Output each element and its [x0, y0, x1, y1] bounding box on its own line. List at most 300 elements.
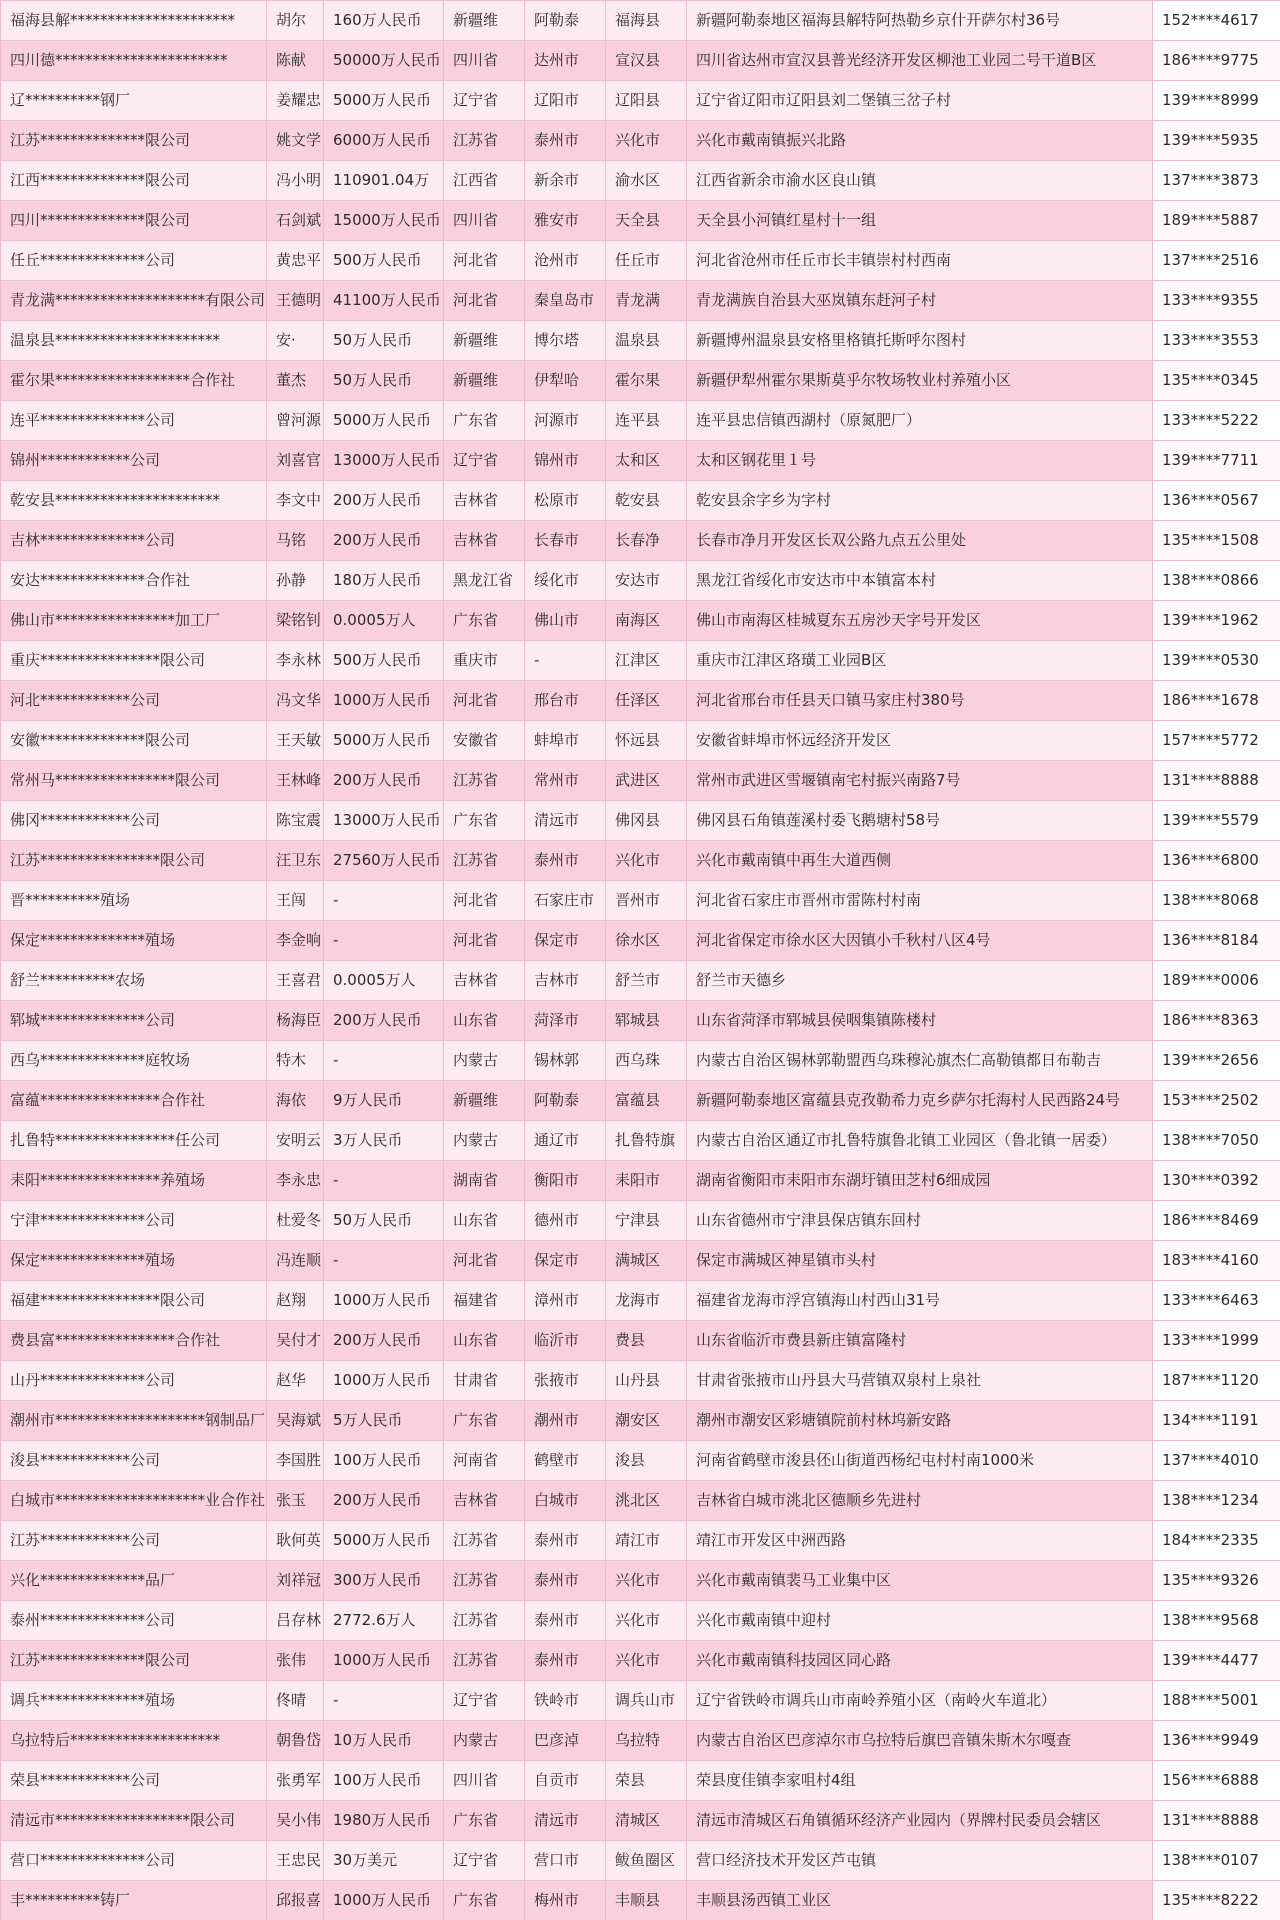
registered-capital-cell[interactable]: 1000万人民币	[324, 1641, 444, 1681]
province-cell[interactable]: 河北省	[444, 881, 525, 921]
contact-name-cell[interactable]: 海依	[267, 1081, 324, 1121]
company-name-cell[interactable]: 兴化**************品厂	[1, 1561, 267, 1601]
address-cell[interactable]: 保定市满城区神星镇市头村	[687, 1241, 1153, 1281]
province-cell[interactable]: 四川省	[444, 1761, 525, 1801]
contact-name-cell[interactable]: 姚文学	[267, 121, 324, 161]
registered-capital-cell[interactable]: 500万人民币	[324, 641, 444, 681]
city-cell[interactable]: 佛山市	[525, 601, 606, 641]
company-name-cell[interactable]: 任丘**************公司	[1, 241, 267, 281]
phone-cell[interactable]: 136****0567	[1153, 481, 1280, 521]
registered-capital-cell[interactable]: 1000万人民币	[324, 1361, 444, 1401]
phone-cell[interactable]: 138****8068	[1153, 881, 1280, 921]
address-cell[interactable]: 山东省德州市宁津县保店镇东回村	[687, 1201, 1153, 1241]
company-name-cell[interactable]: 宁津**************公司	[1, 1201, 267, 1241]
company-name-cell[interactable]: 保定**************殖场	[1, 1241, 267, 1281]
registered-capital-cell[interactable]: -	[324, 881, 444, 921]
phone-cell[interactable]: 156****6888	[1153, 1761, 1280, 1801]
registered-capital-cell[interactable]: 1000万人民币	[324, 1281, 444, 1321]
address-cell[interactable]: 荣县度佳镇李家咀村4组	[687, 1761, 1153, 1801]
company-name-cell[interactable]: 保定**************殖场	[1, 921, 267, 961]
company-name-cell[interactable]: 富蕴****************合作社	[1, 1081, 267, 1121]
district-cell[interactable]: 渝水区	[606, 161, 687, 201]
address-cell[interactable]: 内蒙古自治区通辽市扎鲁特旗鲁北镇工业园区（鲁北镇一居委）	[687, 1121, 1153, 1161]
address-cell[interactable]: 甘肃省张掖市山丹县大马营镇双泉村上泉社	[687, 1361, 1153, 1401]
registered-capital-cell[interactable]: 50万人民币	[324, 321, 444, 361]
company-name-cell[interactable]: 耒阳****************养殖场	[1, 1161, 267, 1201]
phone-cell[interactable]: 184****2335	[1153, 1521, 1280, 1561]
company-name-cell[interactable]: 安达**************合作社	[1, 561, 267, 601]
phone-cell[interactable]: 139****2656	[1153, 1041, 1280, 1081]
contact-name-cell[interactable]: 冯连顺	[267, 1241, 324, 1281]
company-name-cell[interactable]: 浚县************公司	[1, 1441, 267, 1481]
district-cell[interactable]: 潮安区	[606, 1401, 687, 1441]
address-cell[interactable]: 丰顺县汤西镇工业区	[687, 1881, 1153, 1920]
province-cell[interactable]: 河北省	[444, 921, 525, 961]
contact-name-cell[interactable]: 李文中	[267, 481, 324, 521]
district-cell[interactable]: 调兵山市	[606, 1681, 687, 1721]
contact-name-cell[interactable]: 王喜君	[267, 961, 324, 1001]
address-cell[interactable]: 兴化市戴南镇中迎村	[687, 1601, 1153, 1641]
company-name-cell[interactable]: 乾安县**********************	[1, 481, 267, 521]
address-cell[interactable]: 河北省沧州市任丘市长丰镇崇村村西南	[687, 241, 1153, 281]
company-name-cell[interactable]: 扎鲁特****************任公司	[1, 1121, 267, 1161]
address-cell[interactable]: 新疆阿勒泰地区福海县解特阿热勒乡京什开萨尔村36号	[687, 1, 1153, 41]
address-cell[interactable]: 河北省邢台市任县天口镇马家庄村380号	[687, 681, 1153, 721]
city-cell[interactable]: 邢台市	[525, 681, 606, 721]
district-cell[interactable]: 宁津县	[606, 1201, 687, 1241]
company-name-cell[interactable]: 佛冈************公司	[1, 801, 267, 841]
contact-name-cell[interactable]: 胡尔	[267, 1, 324, 41]
address-cell[interactable]: 黑龙江省绥化市安达市中本镇富本村	[687, 561, 1153, 601]
contact-name-cell[interactable]: 李永忠	[267, 1161, 324, 1201]
address-cell[interactable]: 新疆阿勒泰地区富蕴县克孜勒希力克乡萨尔托海村人民西路24号	[687, 1081, 1153, 1121]
contact-name-cell[interactable]: 耿何英	[267, 1521, 324, 1561]
registered-capital-cell[interactable]: -	[324, 1681, 444, 1721]
phone-cell[interactable]: 187****1120	[1153, 1361, 1280, 1401]
company-name-cell[interactable]: 霍尔果******************合作社	[1, 361, 267, 401]
phone-cell[interactable]: 186****9775	[1153, 41, 1280, 81]
district-cell[interactable]: 清城区	[606, 1801, 687, 1841]
address-cell[interactable]: 四川省达州市宣汉县普光经济开发区柳池工业园二号干道B区	[687, 41, 1153, 81]
province-cell[interactable]: 山东省	[444, 1201, 525, 1241]
address-cell[interactable]: 乾安县余字乡为字村	[687, 481, 1153, 521]
district-cell[interactable]: 洮北区	[606, 1481, 687, 1521]
phone-cell[interactable]: 130****0392	[1153, 1161, 1280, 1201]
phone-cell[interactable]: 153****2502	[1153, 1081, 1280, 1121]
contact-name-cell[interactable]: 安·	[267, 321, 324, 361]
registered-capital-cell[interactable]: 50万人民币	[324, 1201, 444, 1241]
district-cell[interactable]: 兴化市	[606, 1641, 687, 1681]
phone-cell[interactable]: 137****2516	[1153, 241, 1280, 281]
company-name-cell[interactable]: 常州马****************限公司	[1, 761, 267, 801]
contact-name-cell[interactable]: 刘祥冠	[267, 1561, 324, 1601]
province-cell[interactable]: 江苏省	[444, 121, 525, 161]
company-name-cell[interactable]: 江苏****************限公司	[1, 841, 267, 881]
city-cell[interactable]: 铁岭市	[525, 1681, 606, 1721]
registered-capital-cell[interactable]: 200万人民币	[324, 1481, 444, 1521]
registered-capital-cell[interactable]: -	[324, 1041, 444, 1081]
phone-cell[interactable]: 152****4617	[1153, 1, 1280, 41]
district-cell[interactable]: 舒兰市	[606, 961, 687, 1001]
company-name-cell[interactable]: 舒兰**********农场	[1, 961, 267, 1001]
city-cell[interactable]: 秦皇岛市	[525, 281, 606, 321]
contact-name-cell[interactable]: 吴海斌	[267, 1401, 324, 1441]
district-cell[interactable]: 兴化市	[606, 1601, 687, 1641]
phone-cell[interactable]: 186****8363	[1153, 1001, 1280, 1041]
contact-name-cell[interactable]: 吴付才	[267, 1321, 324, 1361]
contact-name-cell[interactable]: 张伟	[267, 1641, 324, 1681]
company-name-cell[interactable]: 福建****************限公司	[1, 1281, 267, 1321]
address-cell[interactable]: 河北省石家庄市晋州市雷陈村村南	[687, 881, 1153, 921]
address-cell[interactable]: 长春市净月开发区长双公路九点五公里处	[687, 521, 1153, 561]
province-cell[interactable]: 江苏省	[444, 1601, 525, 1641]
phone-cell[interactable]: 135****9326	[1153, 1561, 1280, 1601]
phone-cell[interactable]: 139****1962	[1153, 601, 1280, 641]
district-cell[interactable]: 富蕴县	[606, 1081, 687, 1121]
province-cell[interactable]: 福建省	[444, 1281, 525, 1321]
province-cell[interactable]: 辽宁省	[444, 1681, 525, 1721]
contact-name-cell[interactable]: 张勇军	[267, 1761, 324, 1801]
phone-cell[interactable]: 138****9568	[1153, 1601, 1280, 1641]
contact-name-cell[interactable]: 张玉	[267, 1481, 324, 1521]
contact-name-cell[interactable]: 冯小明	[267, 161, 324, 201]
city-cell[interactable]: 吉林市	[525, 961, 606, 1001]
province-cell[interactable]: 四川省	[444, 41, 525, 81]
company-name-cell[interactable]: 佛山市****************加工厂	[1, 601, 267, 641]
contact-name-cell[interactable]: 黄忠平	[267, 241, 324, 281]
phone-cell[interactable]: 186****8469	[1153, 1201, 1280, 1241]
address-cell[interactable]: 太和区钢花里１号	[687, 441, 1153, 481]
address-cell[interactable]: 青龙满族自治县大巫岚镇东赶河子村	[687, 281, 1153, 321]
contact-name-cell[interactable]: 杜爱冬	[267, 1201, 324, 1241]
registered-capital-cell[interactable]: 300万人民币	[324, 1561, 444, 1601]
phone-cell[interactable]: 139****0530	[1153, 641, 1280, 681]
province-cell[interactable]: 广东省	[444, 601, 525, 641]
district-cell[interactable]: 乾安县	[606, 481, 687, 521]
province-cell[interactable]: 江苏省	[444, 841, 525, 881]
company-name-cell[interactable]: 重庆****************限公司	[1, 641, 267, 681]
city-cell[interactable]: 白城市	[525, 1481, 606, 1521]
address-cell[interactable]: 湖南省衡阳市耒阳市东湖圩镇田芝村6细成园	[687, 1161, 1153, 1201]
registered-capital-cell[interactable]: 5000万人民币	[324, 1521, 444, 1561]
company-name-cell[interactable]: 调兵**************殖场	[1, 1681, 267, 1721]
city-cell[interactable]: 菏泽市	[525, 1001, 606, 1041]
contact-name-cell[interactable]: 李国胜	[267, 1441, 324, 1481]
registered-capital-cell[interactable]: 50万人民币	[324, 361, 444, 401]
address-cell[interactable]: 兴化市戴南镇裴马工业集中区	[687, 1561, 1153, 1601]
address-cell[interactable]: 内蒙古自治区巴彦淖尔市乌拉特后旗巴音镇朱斯木尔嘎查	[687, 1721, 1153, 1761]
registered-capital-cell[interactable]: 50000万人民币	[324, 41, 444, 81]
district-cell[interactable]: 浚县	[606, 1441, 687, 1481]
city-cell[interactable]: 锡林郭	[525, 1041, 606, 1081]
address-cell[interactable]: 新疆伊犁州霍尔果斯莫乎尔牧场牧业村养殖小区	[687, 361, 1153, 401]
company-name-cell[interactable]: 丰**********铸厂	[1, 1881, 267, 1920]
district-cell[interactable]: 晋州市	[606, 881, 687, 921]
company-name-cell[interactable]: 安徽**************限公司	[1, 721, 267, 761]
province-cell[interactable]: 河北省	[444, 281, 525, 321]
city-cell[interactable]: 泰州市	[525, 1521, 606, 1561]
province-cell[interactable]: 河北省	[444, 1241, 525, 1281]
district-cell[interactable]: 佛冈县	[606, 801, 687, 841]
address-cell[interactable]: 清远市清城区石角镇循环经济产业园内（界牌村民委员会辖区	[687, 1801, 1153, 1841]
district-cell[interactable]: 长春净	[606, 521, 687, 561]
registered-capital-cell[interactable]: 200万人民币	[324, 1321, 444, 1361]
company-name-cell[interactable]: 辽**********钢厂	[1, 81, 267, 121]
company-name-cell[interactable]: 泰州**************公司	[1, 1601, 267, 1641]
company-name-cell[interactable]: 清远市******************限公司	[1, 1801, 267, 1841]
city-cell[interactable]: 德州市	[525, 1201, 606, 1241]
province-cell[interactable]: 广东省	[444, 1401, 525, 1441]
city-cell[interactable]: 伊犁哈	[525, 361, 606, 401]
address-cell[interactable]: 天全县小河镇红星村十一组	[687, 201, 1153, 241]
city-cell[interactable]: 通辽市	[525, 1121, 606, 1161]
contact-name-cell[interactable]: 赵翔	[267, 1281, 324, 1321]
phone-cell[interactable]: 138****7050	[1153, 1121, 1280, 1161]
district-cell[interactable]: 温泉县	[606, 321, 687, 361]
district-cell[interactable]: 青龙满	[606, 281, 687, 321]
city-cell[interactable]: 临沂市	[525, 1321, 606, 1361]
city-cell[interactable]: 博尔塔	[525, 321, 606, 361]
company-name-cell[interactable]: 温泉县**********************	[1, 321, 267, 361]
city-cell[interactable]: 张掖市	[525, 1361, 606, 1401]
district-cell[interactable]: 兴化市	[606, 1561, 687, 1601]
city-cell[interactable]: 辽阳市	[525, 81, 606, 121]
contact-name-cell[interactable]: 陈宝震	[267, 801, 324, 841]
city-cell[interactable]: 阿勒泰	[525, 1081, 606, 1121]
address-cell[interactable]: 佛冈县石角镇莲溪村委飞鹅塘村58号	[687, 801, 1153, 841]
company-name-cell[interactable]: 费县富****************合作社	[1, 1321, 267, 1361]
city-cell[interactable]: 阿勒泰	[525, 1, 606, 41]
contact-name-cell[interactable]: 王忠民	[267, 1841, 324, 1881]
district-cell[interactable]: 江津区	[606, 641, 687, 681]
registered-capital-cell[interactable]: 0.0005万人	[324, 961, 444, 1001]
address-cell[interactable]: 佛山市南海区桂城夏东五房沙天字号开发区	[687, 601, 1153, 641]
phone-cell[interactable]: 135****0345	[1153, 361, 1280, 401]
phone-cell[interactable]: 136****8184	[1153, 921, 1280, 961]
registered-capital-cell[interactable]: 200万人民币	[324, 761, 444, 801]
city-cell[interactable]: 松原市	[525, 481, 606, 521]
phone-cell[interactable]: 131****8888	[1153, 761, 1280, 801]
district-cell[interactable]: 连平县	[606, 401, 687, 441]
phone-cell[interactable]: 189****5887	[1153, 201, 1280, 241]
phone-cell[interactable]: 138****1234	[1153, 1481, 1280, 1521]
city-cell[interactable]: 泰州市	[525, 1601, 606, 1641]
district-cell[interactable]: 兴化市	[606, 841, 687, 881]
registered-capital-cell[interactable]: 110901.04万	[324, 161, 444, 201]
province-cell[interactable]: 内蒙古	[444, 1721, 525, 1761]
company-name-cell[interactable]: 营口**************公司	[1, 1841, 267, 1881]
province-cell[interactable]: 内蒙古	[444, 1041, 525, 1081]
address-cell[interactable]: 河北省保定市徐水区大因镇小千秋村八区4号	[687, 921, 1153, 961]
contact-name-cell[interactable]: 姜耀忠	[267, 81, 324, 121]
phone-cell[interactable]: 133****6463	[1153, 1281, 1280, 1321]
contact-name-cell[interactable]: 曾河源	[267, 401, 324, 441]
district-cell[interactable]: 龙海市	[606, 1281, 687, 1321]
city-cell[interactable]: 泰州市	[525, 841, 606, 881]
province-cell[interactable]: 山东省	[444, 1001, 525, 1041]
district-cell[interactable]: 任泽区	[606, 681, 687, 721]
city-cell[interactable]: 自贡市	[525, 1761, 606, 1801]
city-cell[interactable]: 河源市	[525, 401, 606, 441]
district-cell[interactable]: 宣汉县	[606, 41, 687, 81]
district-cell[interactable]: 怀远县	[606, 721, 687, 761]
registered-capital-cell[interactable]: 180万人民币	[324, 561, 444, 601]
district-cell[interactable]: 辽阳县	[606, 81, 687, 121]
city-cell[interactable]: 蚌埠市	[525, 721, 606, 761]
city-cell[interactable]: 沧州市	[525, 241, 606, 281]
registered-capital-cell[interactable]: 1000万人民币	[324, 681, 444, 721]
contact-name-cell[interactable]: 梁铭钊	[267, 601, 324, 641]
registered-capital-cell[interactable]: 6000万人民币	[324, 121, 444, 161]
company-name-cell[interactable]: 连平**************公司	[1, 401, 267, 441]
address-cell[interactable]: 兴化市戴南镇科技园区同心路	[687, 1641, 1153, 1681]
contact-name-cell[interactable]: 王德明	[267, 281, 324, 321]
district-cell[interactable]: 武进区	[606, 761, 687, 801]
address-cell[interactable]: 舒兰市天德乡	[687, 961, 1153, 1001]
district-cell[interactable]: 山丹县	[606, 1361, 687, 1401]
registered-capital-cell[interactable]: 500万人民币	[324, 241, 444, 281]
city-cell[interactable]: 石家庄市	[525, 881, 606, 921]
city-cell[interactable]: 衡阳市	[525, 1161, 606, 1201]
province-cell[interactable]: 江苏省	[444, 1561, 525, 1601]
contact-name-cell[interactable]: 李永林	[267, 641, 324, 681]
registered-capital-cell[interactable]: 30万美元	[324, 1841, 444, 1881]
district-cell[interactable]: 安达市	[606, 561, 687, 601]
address-cell[interactable]: 福建省龙海市浮宫镇海山村西山31号	[687, 1281, 1153, 1321]
city-cell[interactable]: 雅安市	[525, 201, 606, 241]
address-cell[interactable]: 潮州市潮安区彩塘镇院前村林坞新安路	[687, 1401, 1153, 1441]
city-cell[interactable]: 新余市	[525, 161, 606, 201]
company-name-cell[interactable]: 锦州************公司	[1, 441, 267, 481]
registered-capital-cell[interactable]: 2772.6万人	[324, 1601, 444, 1641]
phone-cell[interactable]: 137****4010	[1153, 1441, 1280, 1481]
company-name-cell[interactable]: 白城市********************业合作社	[1, 1481, 267, 1521]
registered-capital-cell[interactable]: 200万人民币	[324, 481, 444, 521]
contact-name-cell[interactable]: 赵华	[267, 1361, 324, 1401]
address-cell[interactable]: 河南省鹤壁市浚县伾山街道西杨纪屯村村南1000米	[687, 1441, 1153, 1481]
city-cell[interactable]: 巴彦淖	[525, 1721, 606, 1761]
district-cell[interactable]: 满城区	[606, 1241, 687, 1281]
city-cell[interactable]: 达州市	[525, 41, 606, 81]
company-name-cell[interactable]: 河北************公司	[1, 681, 267, 721]
registered-capital-cell[interactable]: 100万人民币	[324, 1441, 444, 1481]
province-cell[interactable]: 江苏省	[444, 1641, 525, 1681]
district-cell[interactable]: 西乌珠	[606, 1041, 687, 1081]
address-cell[interactable]: 常州市武进区雪堰镇南宅村振兴南路7号	[687, 761, 1153, 801]
province-cell[interactable]: 吉林省	[444, 481, 525, 521]
district-cell[interactable]: 鲅鱼圈区	[606, 1841, 687, 1881]
contact-name-cell[interactable]: 王林峰	[267, 761, 324, 801]
province-cell[interactable]: 新疆维	[444, 321, 525, 361]
address-cell[interactable]: 辽宁省铁岭市调兵山市南岭养殖小区（南岭火车道北）	[687, 1681, 1153, 1721]
phone-cell[interactable]: 183****4160	[1153, 1241, 1280, 1281]
phone-cell[interactable]: 136****6800	[1153, 841, 1280, 881]
contact-name-cell[interactable]: 安明云	[267, 1121, 324, 1161]
address-cell[interactable]: 安徽省蚌埠市怀远经济开发区	[687, 721, 1153, 761]
company-name-cell[interactable]: 乌拉特后********************	[1, 1721, 267, 1761]
city-cell[interactable]: 鹤壁市	[525, 1441, 606, 1481]
address-cell[interactable]: 山东省临沂市费县新庄镇富隆村	[687, 1321, 1153, 1361]
city-cell[interactable]: 梅州市	[525, 1881, 606, 1920]
city-cell[interactable]: 绥化市	[525, 561, 606, 601]
province-cell[interactable]: 广东省	[444, 1801, 525, 1841]
contact-name-cell[interactable]: 冯文华	[267, 681, 324, 721]
registered-capital-cell[interactable]: 27560万人民币	[324, 841, 444, 881]
district-cell[interactable]: 丰顺县	[606, 1881, 687, 1920]
contact-name-cell[interactable]: 杨海臣	[267, 1001, 324, 1041]
province-cell[interactable]: 辽宁省	[444, 81, 525, 121]
contact-name-cell[interactable]: 佟晴	[267, 1681, 324, 1721]
district-cell[interactable]: 霍尔果	[606, 361, 687, 401]
city-cell[interactable]: 漳州市	[525, 1281, 606, 1321]
province-cell[interactable]: 新疆维	[444, 361, 525, 401]
address-cell[interactable]: 山东省菏泽市郓城县侯咽集镇陈楼村	[687, 1001, 1153, 1041]
address-cell[interactable]: 靖江市开发区中洲西路	[687, 1521, 1153, 1561]
phone-cell[interactable]: 188****5001	[1153, 1681, 1280, 1721]
district-cell[interactable]: 福海县	[606, 1, 687, 41]
district-cell[interactable]: 郓城县	[606, 1001, 687, 1041]
company-name-cell[interactable]: 青龙满********************有限公司	[1, 281, 267, 321]
province-cell[interactable]: 河北省	[444, 681, 525, 721]
registered-capital-cell[interactable]: 9万人民币	[324, 1081, 444, 1121]
province-cell[interactable]: 重庆市	[444, 641, 525, 681]
province-cell[interactable]: 江西省	[444, 161, 525, 201]
address-cell[interactable]: 新疆博州温泉县安格里格镇托斯呼尔图村	[687, 321, 1153, 361]
district-cell[interactable]: 乌拉特	[606, 1721, 687, 1761]
company-name-cell[interactable]: 西乌**************庭牧场	[1, 1041, 267, 1081]
province-cell[interactable]: 江苏省	[444, 761, 525, 801]
district-cell[interactable]: 扎鲁特旗	[606, 1121, 687, 1161]
district-cell[interactable]: 天全县	[606, 201, 687, 241]
address-cell[interactable]: 江西省新余市渝水区良山镇	[687, 161, 1153, 201]
registered-capital-cell[interactable]: 100万人民币	[324, 1761, 444, 1801]
city-cell[interactable]: 常州市	[525, 761, 606, 801]
province-cell[interactable]: 四川省	[444, 201, 525, 241]
company-name-cell[interactable]: 山丹**************公司	[1, 1361, 267, 1401]
province-cell[interactable]: 广东省	[444, 401, 525, 441]
registered-capital-cell[interactable]: 13000万人民币	[324, 801, 444, 841]
phone-cell[interactable]: 157****5772	[1153, 721, 1280, 761]
address-cell[interactable]: 辽宁省辽阳市辽阳县刘二堡镇三岔子村	[687, 81, 1153, 121]
registered-capital-cell[interactable]: 200万人民币	[324, 521, 444, 561]
company-name-cell[interactable]: 四川**************限公司	[1, 201, 267, 241]
contact-name-cell[interactable]: 邱报喜	[267, 1881, 324, 1920]
phone-cell[interactable]: 135****8222	[1153, 1881, 1280, 1920]
city-cell[interactable]: 长春市	[525, 521, 606, 561]
address-cell[interactable]: 吉林省白城市洮北区德顺乡先进村	[687, 1481, 1153, 1521]
phone-cell[interactable]: 138****0107	[1153, 1841, 1280, 1881]
company-name-cell[interactable]: 四川德***********************	[1, 41, 267, 81]
phone-cell[interactable]: 133****9355	[1153, 281, 1280, 321]
company-name-cell[interactable]: 江苏************公司	[1, 1521, 267, 1561]
city-cell[interactable]: 泰州市	[525, 1641, 606, 1681]
district-cell[interactable]: 徐水区	[606, 921, 687, 961]
company-name-cell[interactable]: 吉林**************公司	[1, 521, 267, 561]
company-name-cell[interactable]: 郓城**************公司	[1, 1001, 267, 1041]
company-name-cell[interactable]: 荣县************公司	[1, 1761, 267, 1801]
registered-capital-cell[interactable]: 1000万人民币	[324, 1881, 444, 1920]
registered-capital-cell[interactable]: 160万人民币	[324, 1, 444, 41]
city-cell[interactable]: -	[525, 641, 606, 681]
registered-capital-cell[interactable]: 5000万人民币	[324, 721, 444, 761]
contact-name-cell[interactable]: 刘喜官	[267, 441, 324, 481]
address-cell[interactable]: 连平县忠信镇西湖村（原氮肥厂）	[687, 401, 1153, 441]
phone-cell[interactable]: 138****0866	[1153, 561, 1280, 601]
registered-capital-cell[interactable]: 1980万人民币	[324, 1801, 444, 1841]
district-cell[interactable]: 兴化市	[606, 121, 687, 161]
district-cell[interactable]: 费县	[606, 1321, 687, 1361]
registered-capital-cell[interactable]: -	[324, 1241, 444, 1281]
